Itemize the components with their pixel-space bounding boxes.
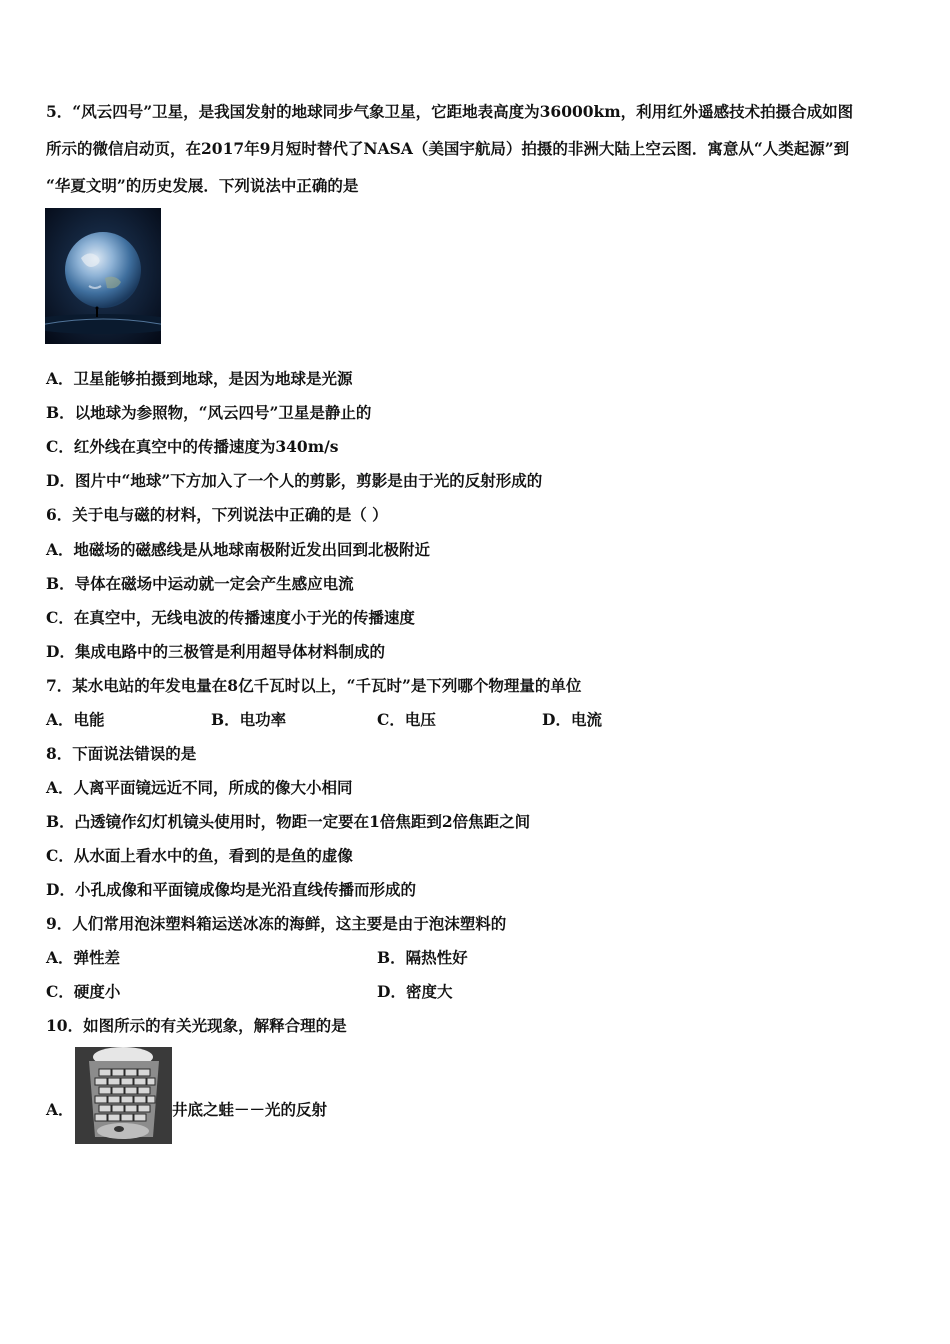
q5-stem-line1: 5．“风云四号”卫星，是我国发射的地球同步气象卫星，它距地表高度为36000km，利用红外遥感技术拍摄合成如图: [46, 102, 854, 121]
q5-option-c: C．红外线在真空中的传播速度为340m/s: [46, 437, 339, 456]
q10-option-a-letter: A．: [46, 1100, 74, 1119]
q5-option-b: B．以地球为参照物，“风云四号”卫星是静止的: [46, 403, 372, 422]
q6-stem: 6．关于电与磁的材料，下列说法中正确的是（ ）: [46, 505, 388, 524]
q6-option-d: D．集成电路中的三极管是利用超导体材料制成的: [46, 642, 385, 661]
earth-image: [45, 208, 161, 344]
q7-stem: 7．某水电站的年发电量在8亿千瓦时以上，“千瓦时”是下列哪个物理量的单位: [46, 676, 582, 695]
q5-stem-line2: 所示的微信启动页，在2017年9月短时替代了NASA（美国宇航局）拍摄的非洲大陆上空云图．寓意从“人类起源”到: [46, 139, 850, 158]
q7-option-d: D．电流: [542, 710, 602, 729]
q7-option-a: A．电能: [46, 710, 105, 729]
q9-option-b: B．隔热性好: [377, 948, 468, 967]
q10-stem: 10．如图所示的有关光现象，解释合理的是: [46, 1016, 347, 1035]
q8-option-c: C．从水面上看水中的鱼，看到的是鱼的虚像: [46, 846, 353, 865]
q10-option-a-text: 井底之蛙－－光的反射: [172, 1100, 328, 1119]
q5-option-d: D．图片中“地球”下方加入了一个人的剪影，剪影是由于光的反射形成的: [46, 471, 543, 490]
frog-in-well-image: [75, 1047, 172, 1144]
q7-option-b: B．电功率: [211, 710, 287, 729]
q8-option-a: A．人离平面镜远近不同，所成的像大小相同: [46, 778, 353, 797]
q9-option-d: D．密度大: [377, 982, 453, 1001]
q5-option-a: A．卫星能够拍摄到地球，是因为地球是光源: [46, 369, 353, 388]
q9-option-c: C．硬度小: [46, 982, 121, 1001]
q5-stem-line3: “华夏文明”的历史发展．下列说法中正确的是: [46, 176, 359, 195]
q8-option-b: B．凸透镜作幻灯机镜头使用时，物距一定要在1倍焦距到2倍焦距之间: [46, 812, 531, 831]
q6-option-a: A．地磁场的磁感线是从地球南极附近发出回到北极附近: [46, 540, 431, 559]
q8-option-d: D．小孔成像和平面镜成像均是光沿直线传播而形成的: [46, 880, 416, 899]
q6-option-c: C．在真空中，无线电波的传播速度小于光的传播速度: [46, 608, 415, 627]
q9-stem: 9．人们常用泡沫塑料箱运送冰冻的海鲜，这主要是由于泡沫塑料的: [46, 914, 507, 933]
q6-option-b: B．导体在磁场中运动就一定会产生感应电流: [46, 574, 354, 593]
q9-option-a: A．弹性差: [46, 948, 121, 967]
q7-option-c: C．电压: [377, 710, 436, 729]
q8-stem: 8．下面说法错误的是: [46, 744, 197, 763]
